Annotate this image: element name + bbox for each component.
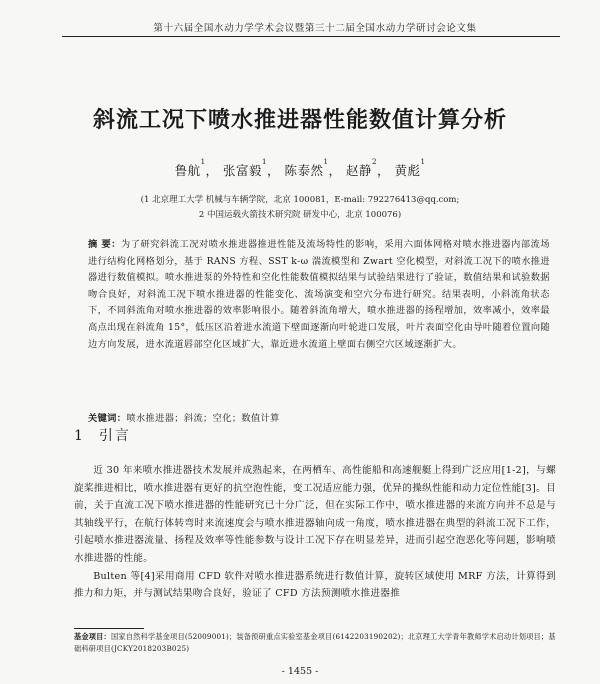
section-number: 1 bbox=[74, 428, 85, 444]
affiliation-1: (1 北京理工大学 机械与车辆学院，北京 100081，E-mail: 792276413@qq.com; bbox=[140, 195, 460, 205]
affiliation-2: 2 中国运载火箭技术研究院 研发中心，北京 100076) bbox=[198, 210, 402, 220]
author-affil-mark: 1 bbox=[420, 158, 426, 166]
author-name: 鲁航 bbox=[174, 163, 201, 178]
section-heading bbox=[74, 425, 145, 445]
author-affil-mark: 2 bbox=[371, 158, 377, 166]
author-name: 张富毅 bbox=[223, 163, 263, 178]
body-paragraph: 近 30 年来喷水推进器技术发展并成熟起来，在两栖车、高性能船和高速舰艇上得到广泛应用[1-2]，与螺旋桨推进相比，喷水推进器有更好的抗空泡性能，变工况适应能力强，优异的操纵性能和动力定位性能[3]。目前，关于直流工况下喷水推进器的性能研究已十分广泛，但在实际工作中，喷水推进器的来流方向并不总是与其轴线平行，在航行体转弯时来流速度会与喷水推进器轴向成一角度，喷水推进器在典型的斜流工况下工作，引起喷水推进器流量、扬程及效率等性能参数与设计工况下存在明显差异，进而引起空泡恶化等问题，影响喷水推进器的性能。 bbox=[74, 465, 556, 564]
running-head: 第十六届全国水动力学学术会议暨第三十二届全国水动力学研讨会论文集 bbox=[153, 23, 477, 34]
footnote bbox=[74, 631, 556, 655]
author-name: 赵静 bbox=[345, 163, 372, 178]
author-name: 陈泰然 bbox=[284, 163, 324, 178]
header-rule bbox=[62, 36, 560, 37]
abstract-label: 摘 要： bbox=[88, 239, 122, 250]
author-affil-mark: 1 bbox=[200, 158, 206, 166]
abstract bbox=[88, 237, 550, 353]
author-affil-mark: 1 bbox=[262, 158, 268, 166]
footnote-rule bbox=[74, 628, 144, 629]
author-list: 鲁航$^1$， 张富毅$^1$， 陈泰然$^1$， 赵静$^2$， 黄彪$^1$ bbox=[174, 158, 426, 178]
page-number: - 1455 - bbox=[281, 666, 319, 677]
footnote-label: 基金项目： bbox=[74, 632, 111, 641]
abstract-text: 为了研究斜流工况对喷水推进器推进性能及流场特性的影响，采用六面体网格对喷水推进器内部流场进行结构化网格划分，基于 RANS 方程、SST k-ω 湍流模型和 Zwart 空化模型，对斜流工况下的喷水推进器进行数值模拟。喷水推进泵的外特性和空化性能数值模拟结果与试验结果进行了验证，数值结果和试验数据吻合良好，对斜流工况下喷水推进器的性能变化、流场演变和空穴分布进行研究。结果表明，小斜流角状态下，不同斜流角对喷水推进器的效率影响很小。随着斜流角增大，喷水推进器的扬程增加，效率减小，效率最高点出现在斜流角 15°，低压区沿着进水流道下壁面逐渐向叶轮进口发展，叶片表面空化由导叶随着位置向随边方向发展，进水流道唇部空化区域扩大，靠近进水流道上壁面右侧空穴区域逐渐扩大。 bbox=[88, 239, 550, 350]
paper-title: 斜流工况下喷水推进器性能数值计算分析 bbox=[92, 108, 507, 133]
keywords-label: 关键词： bbox=[88, 413, 127, 424]
body-text bbox=[74, 462, 556, 603]
author-affil-mark: 1 bbox=[323, 158, 329, 166]
footnote-text: 国家自然科学基金项目(52009001)；装备预研重点实验室基金项目(6142203190202)；北京理工大学青年教师学术启动计划项目；基础科研项目(JCKY2018203B025) bbox=[74, 632, 556, 653]
keywords bbox=[88, 410, 550, 424]
body-paragraph: Bulten 等[4]采用商用 CFD 软件对喷水推进器系统进行数值计算，旋转区域使用 MRF 方法，计算得到推力和力矩，并与测试结果吻合良好，验证了 CFD 方法预测喷水推进器推 bbox=[74, 570, 556, 600]
author-name: 黄彪 bbox=[394, 163, 421, 178]
keywords-text: 喷水推进器；斜流；空化；数值计算 bbox=[126, 413, 280, 424]
section-title: 引言 bbox=[98, 428, 131, 444]
